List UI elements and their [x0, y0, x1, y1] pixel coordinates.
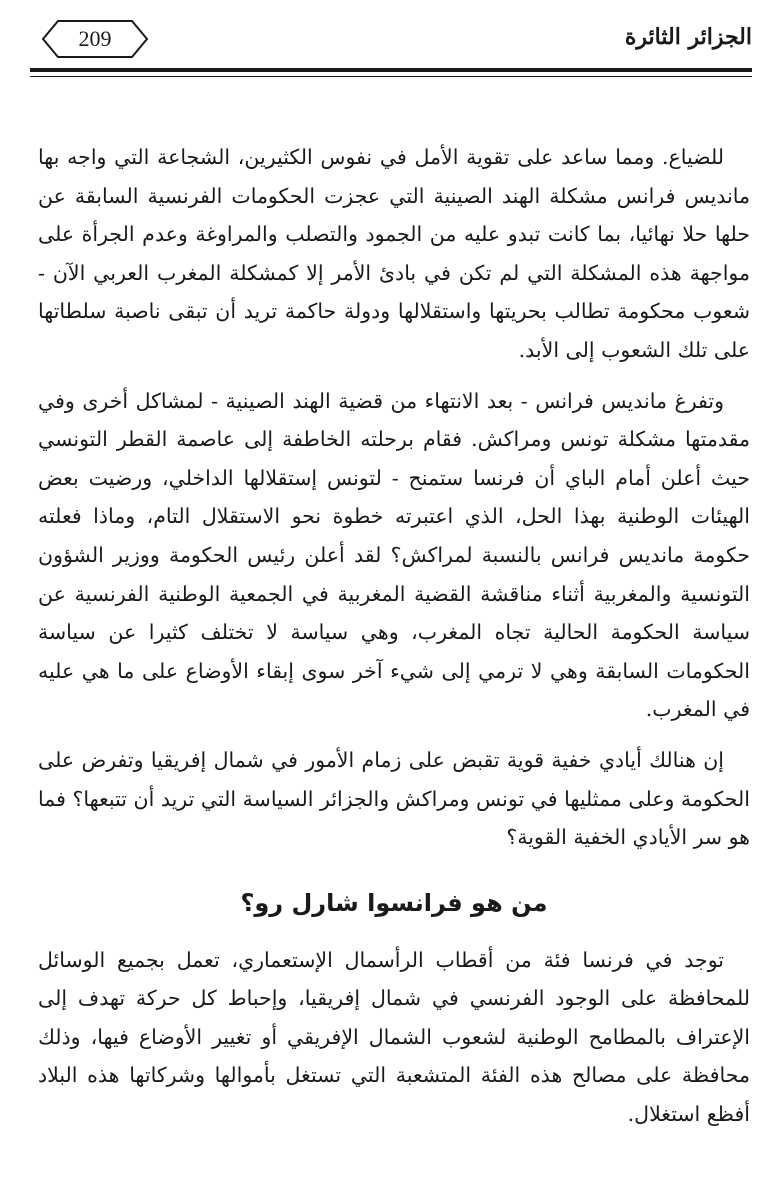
- header-rule-thin: [30, 76, 752, 77]
- running-title: الجزائر الثائرة: [624, 24, 752, 50]
- page-number-badge: [40, 18, 150, 60]
- paragraph-3: إن هنالك أيادي خفية قوية تقبض على زمام الأمور في شمال إفريقيا وتفرض على الحكومة وعلى ممثليها في تونس ومراكش والجزائر السياسة التي تريد أن تتبعها؟ فما هو سر الأيادي الخفية القوية؟: [38, 747, 750, 850]
- section-paragraph: توجد في فرنسا فئة من أقطاب الرأسمال الإستعماري، تعمل بجميع الوسائل للمحافظة على الوجود الفرنسي في شمال إفريقيا، وإحباط كل حركة تهدف إلى الإعتراف بالمطامح الوطنية لشعوب الشمال الإفريقي أو تغيير الأوضاع فيها، وذلك محافظة على مصالح هذه الفئة المتشعبة التي تستغل بأموالها وشركاتها هذه البلاد أفظع استغلال.: [38, 947, 750, 1127]
- body-text: [38, 138, 750, 1146]
- paragraph-2: وتفرغ مانديس فرانس - بعد الانتهاء من قضية الهند الصينية - لمشاكل أخرى وفي مقدمتها مشكلة تونس ومراكش. فقام برحلته الخاطفة إلى عاصمة القطر التونسي حيث أعلن أمام الباي أن فرنسا ستمنح - لتونس إستقلالها الداخلي، ورضيت بعض الهيئات الوطنية بهذا الحل، الذي اعتبرته خطوة نحو الاستقلال التام، وماذا فعلته حكومة مانديس فرانس بالنسبة لمراكش؟ لقد أعلن رئيس الحكومة ووزير الشؤون التونسية والمغربية أثناء مناقشة القضية المغربية في الجمعية الوطنية الفرنسية عن سياسة الحكومة الحالية تجاه المغرب، وهي سياسة لا تختلف كثيرا عن سياسة الحكومات السابقة وهي لا ترمي إلى شيء آخر سوى إبقاء الأوضاع على ما هي عليه في المغرب.: [38, 388, 750, 722]
- header-rule-thick: [30, 68, 752, 72]
- paragraph-1: للضياع. ومما ساعد على تقوية الأمل في نفوس الكثيرين، الشجاعة التي واجه بها مانديس فرانس مشكلة الهند الصينية التي عجزت الحكومات الفرنسية السابقة عن حلها حلا نهائيا، بما كانت تبدو عليه من الجمود والتصلب والمراوغة وعدم الجرأة على مواجهة هذه المشكلة التي لم تكن في بادئ الأمر إلا كمشكلة المغرب العربي الآن - شعوب محكومة تطالب بحريتها واستقلالها ودولة حاكمة تريد أن تبقى ناصبة سلطاتها على تلك الشعوب إلى الأبد.: [38, 145, 750, 362]
- page-number: 209: [78, 26, 112, 51]
- section-heading: من هو فرانسوا شارل رو؟: [240, 888, 548, 917]
